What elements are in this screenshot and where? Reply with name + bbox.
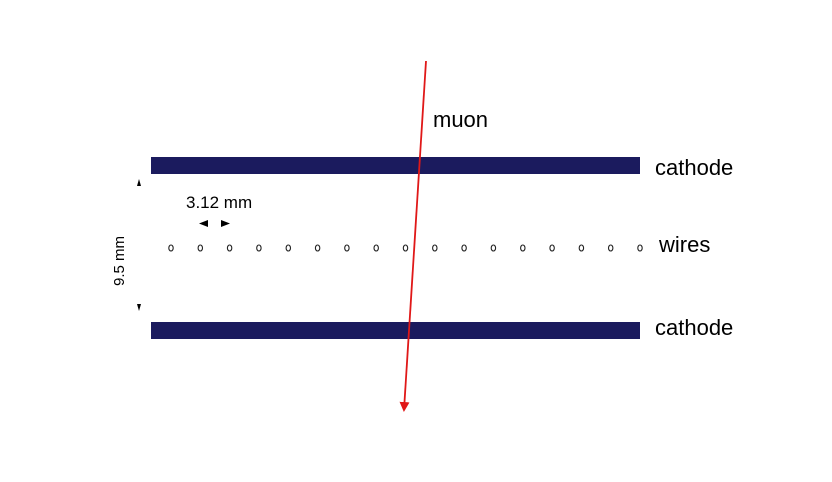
wire-spacing-label: 3.12 mm [186,193,253,212]
cathode-top-plate [151,157,640,174]
wire [491,245,495,251]
wire [638,245,642,251]
wire [374,245,378,251]
wire [286,245,290,251]
wire [550,245,554,251]
gap-height-label: 9.5 mm [111,235,128,286]
wire [462,245,466,251]
muon-label: muon [433,107,489,132]
gap-arrow-down [137,304,141,311]
wire [521,245,525,251]
wire [315,245,319,251]
muon-track [404,61,426,410]
gap-arrow-up [137,179,141,186]
wire-row [169,245,642,251]
wire [198,245,202,251]
wire [609,245,613,251]
wire [403,245,407,251]
wire [169,245,173,251]
cathode-bottom-label: cathode [655,315,734,340]
wire [579,245,583,251]
spacing-arrow-right [221,220,230,227]
wire [257,245,261,251]
cathode-bottom-plate [151,322,640,339]
cathode-top-label: cathode [655,155,734,180]
wire [227,245,231,251]
spacing-arrow-left [199,220,208,227]
wire [433,245,437,251]
wires-label: wires [659,232,711,257]
wire [345,245,349,251]
